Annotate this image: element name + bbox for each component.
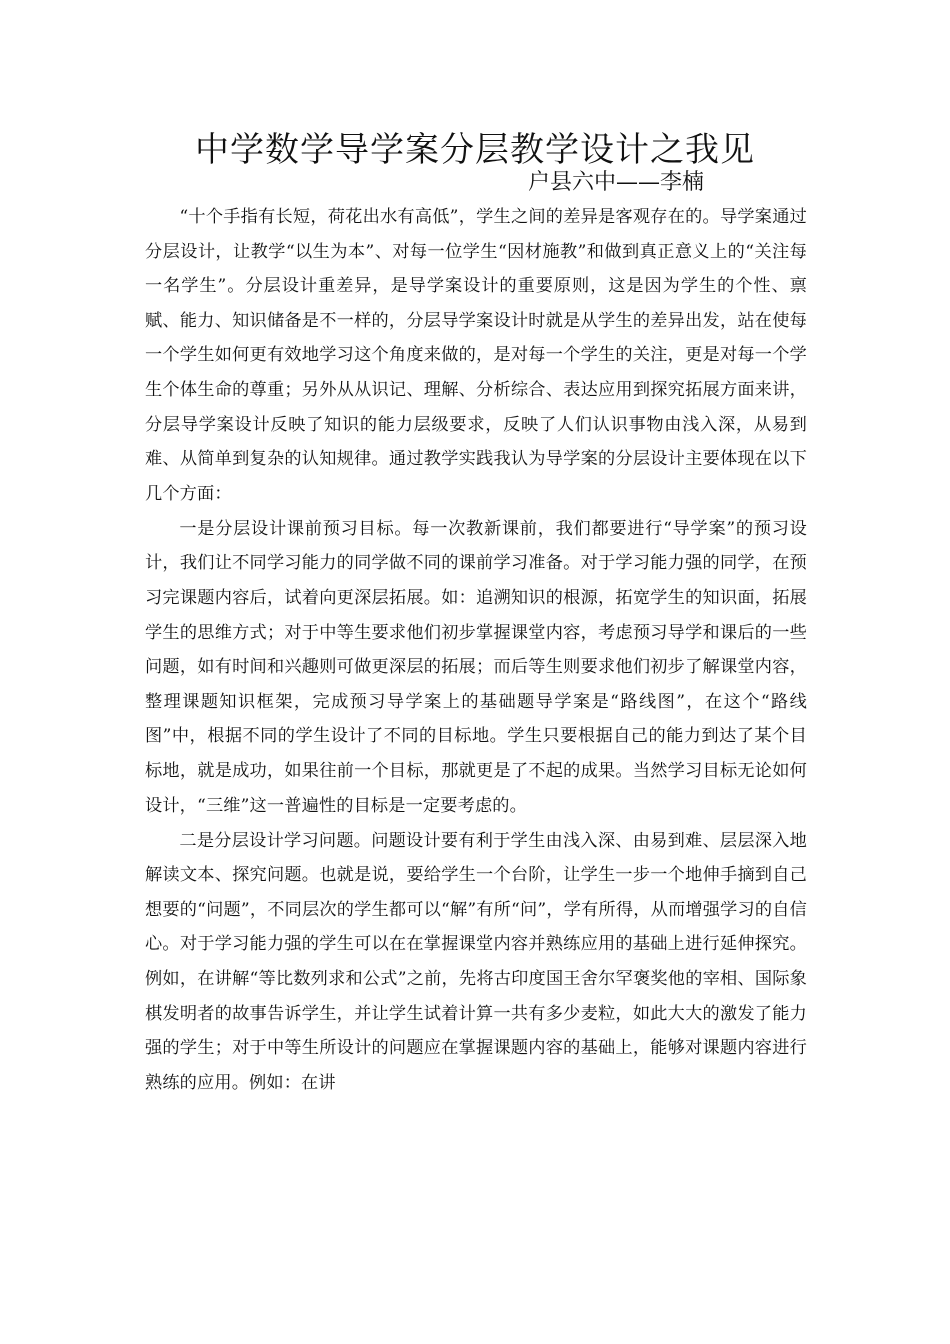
paragraph-learning-questions: 二是分层设计学习问题。问题设计要有利于学生由浅入深、由易到难、层层深入地解读文本、探究问题。也就是说，要给学生一个台阶，让学生一步一个地伸手摘到自己想要的“问题”，不同层次的学生都可以“解”有所“问”，学有所得，从而增强学习的自信心。对于学习能力强的学生可以在在掌握课堂内容并熟练应用的基础上进行延伸探究。例如，在讲解“等比数列求和公式”之前，先将古印度国王舍尔罕褒奖他的宰相、国际象棋发明者的故事告诉学生，并让学生试着计算一共有多少麦粒，如此大大的激发了能力强的学生；对于中等生所设计的问题应在掌握课题内容的基础上，能够对课题内容进行熟练的应用。例如：在讲 <box>145 830 807 1093</box>
document-body <box>145 200 807 1100</box>
paragraph-preview-goals: 一是分层设计课前预习目标。每一次教新课前，我们都要进行“导学案”的预习设计，我们让不同学习能力的同学做不同的课前学习准备。对于学习能力强的同学，在预习完课题内容后，试着向更深层拓展。如：追溯知识的根源，拓宽学生的知识面，拓展学生的思维方式；对于中等生要求他们初步掌握课堂内容，考虑预习导学和课后的一些问题，如有时间和兴趣则可做更深层的拓展；而后等生则要求他们初步了解课堂内容，整理课题知识框架，完成预习导学案上的基础题导学案是“路线图”，在这个“路线图”中，根据不同的学生设计了不同的目标地。学生只要根据自己的能力到达了某个目标地，就是成功，如果往前一个目标，那就更是了不起的成果。当然学习目标无论如何设计，“三维”这一普遍性的目标是一定要考虑的。 <box>145 518 807 816</box>
document-author: 户县六中——李楠 <box>528 170 705 195</box>
paragraph-intro: “十个手指有长短，荷花出水有高低”，学生之间的差异是客观存在的。导学案通过分层设计，让教学“以生为本”、对每一位学生“因材施教”和做到真正意义上的“关注每一名学生”。分层设计重差异，是导学案设计的重要原则，这是因为学生的个性、禀赋、能力、知识储备是不一样的，分层导学案设计时就是从学生的差异出发，站在使每一个学生如何更有效地学习这个角度来做的，是对每一个学生的关注，更是对每一个学生个体生命的尊重；另外从从识记、理解、分析综合、表达应用到探究拓展方面来讲，分层导学案设计反映了知识的能力层级要求，反映了人们认识事物由浅入深，从易到难、从简单到复杂的认知规律。通过教学实践我认为导学案的分层设计主要体现在以下几个方面： <box>145 207 807 504</box>
document-title: 中学数学导学案分层教学设计之我见 <box>195 130 755 170</box>
